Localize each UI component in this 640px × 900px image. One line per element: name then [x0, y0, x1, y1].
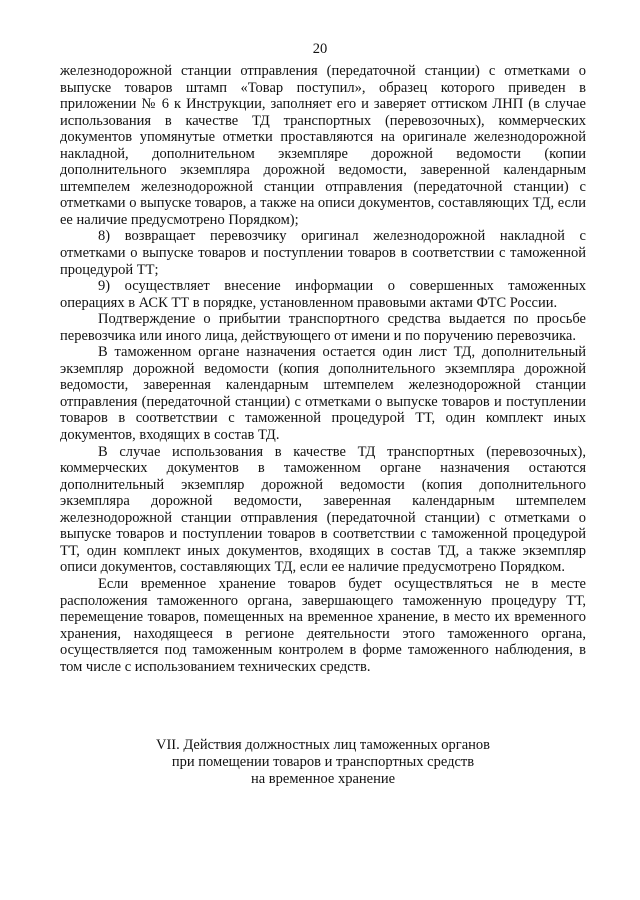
paragraph-destination-office: В таможенном органе назначения остается один лист ТД, дополнительный экземпляр дорожной ведомости (копия дополнительного экземпляра дорожной ведомости, заверенная календарным штемпелем железнодорожной станции отправления (передаточной станции) с отметками о выпуске товаров и поступлении товаров в соответствии с таможенной процедурой ТТ, один комплект иных документов, входящих в состав ТД. [60, 344, 586, 444]
paragraph-item-8: 8) возвращает перевозчику оригинал железнодорожной накладной с отметками о выпуске товаров и поступлении товаров в соответствии с таможенной процедурой ТТ; [60, 228, 586, 278]
section-heading-line-1: VII. Действия должностных лиц таможенных органов [155, 737, 491, 753]
section-heading [60, 737, 586, 788]
paragraph-continued: железнодорожной станции отправления (передаточной станции) с отметками о выпуске товаров штамп «Товар поступил», образец которого приведен в приложении № 6 к Инструкции, заполняет его и заверяет оттиском ЛНП (в случае использования в качестве ТД транспортных (перевозочных), коммерческих документов упомянутые отметки проставляются на оригинале железнодорожной накладной, дополнительном экземпляре дорожной ведомости (копии дополнительного экземпляра дорожной ведомости, заверенной календарным штемпелем железнодорожной станции отправления (передаточной станции) с отметками о выпуске товаров, а также на описи документов, составляющих ТД, если ее наличие предусмотрено Порядком); [60, 63, 586, 228]
document-body [60, 63, 586, 675]
paragraph-commercial-documents: В случае использования в качестве ТД транспортных (перевозочных), коммерческих документов в таможенном органе назначения остаются дополнительный экземпляр дорожной ведомости (копия дополнительного экземпляра дорожной ведомости, заверенная календарным штемпелем железнодорожной станции отправления (передаточной станции) с отметками о выпуске товаров и поступлении товаров в соответствии с таможенной процедурой ТТ, один комплект иных документов, входящих в состав ТД, а также экземпляр описи документов, составляющих ТД, если ее наличие предусмотрено Порядком. [60, 443, 586, 576]
paragraph-temporary-storage: Если временное хранение товаров будет осуществляться не в месте расположения таможенного органа, завершающего таможенную процедуру ТТ, перемещение товаров, помещенных на временное хранение, в место их временного хранения, находящееся в регионе деятельности этого таможенного органа, осуществляется под таможенным контролем в форме таможенного наблюдения, в том числе с использованием технических средств. [60, 575, 586, 675]
page-number: 20 [312, 41, 328, 57]
paragraph-arrival-confirmation: Подтверждение о прибытии транспортного средства выдается по просьбе перевозчика или иного лица, действующего от имени и по поручению перевозчика. [60, 311, 586, 344]
section-heading-line-3: на временное хранение [250, 771, 396, 787]
section-heading-line-2: при помещении товаров и транспортных средств [171, 754, 475, 770]
paragraph-item-9: 9) осуществляет внесение информации о совершенных таможенных операциях в АСК ТТ в порядке, установленном правовыми актами ФТС России. [60, 278, 586, 311]
